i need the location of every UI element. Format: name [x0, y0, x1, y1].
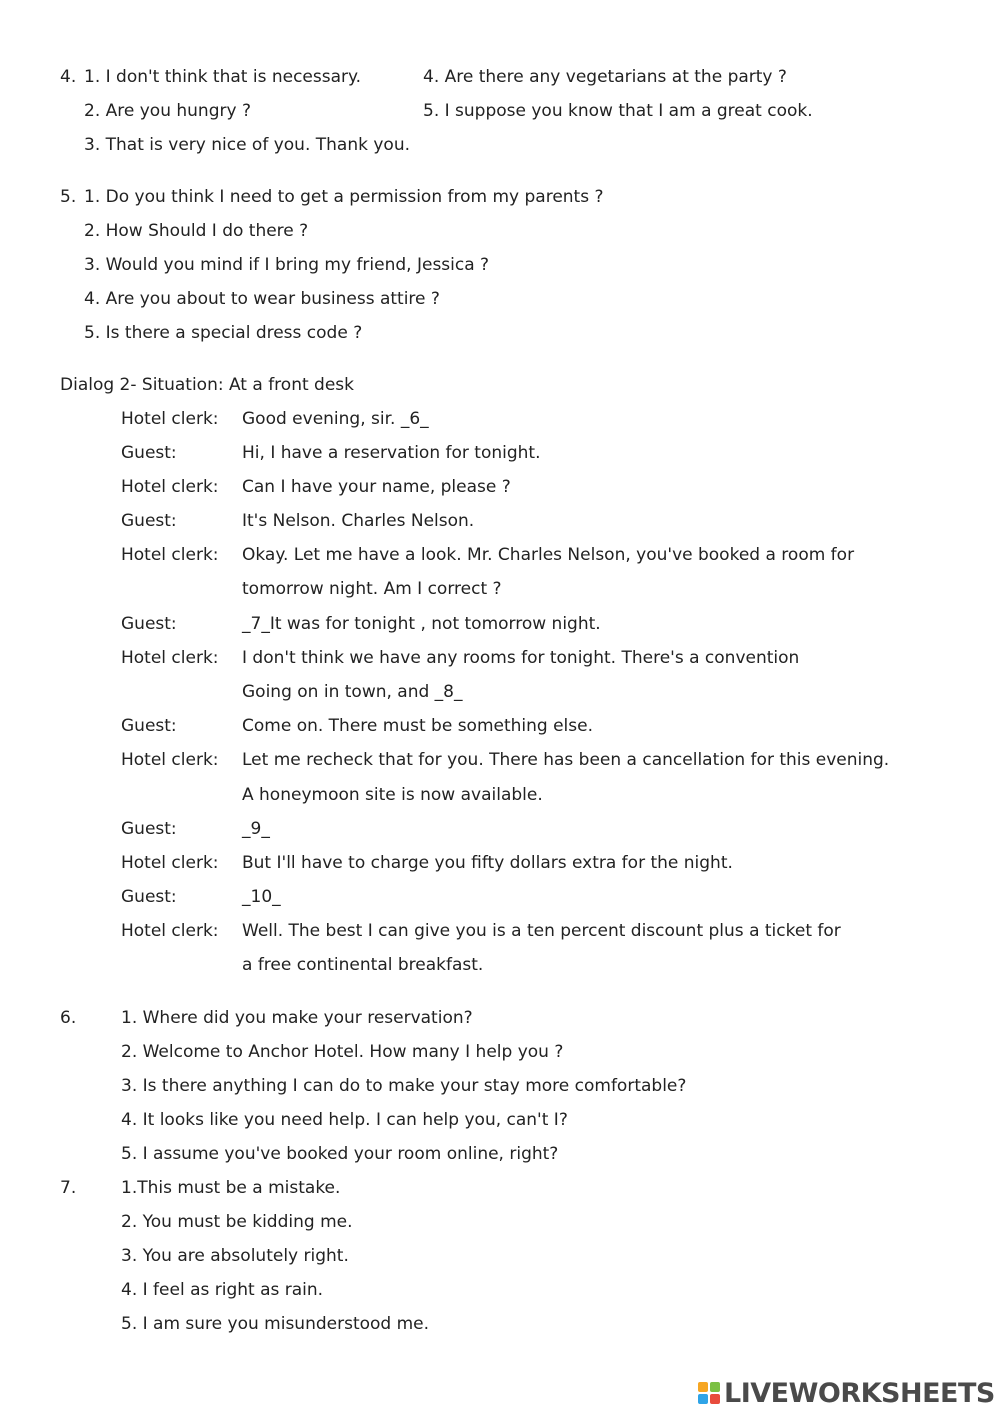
logo-square: [710, 1382, 720, 1392]
speaker-guest: Guest:: [121, 716, 177, 736]
dialog-line: Can I have your name, please ?: [242, 477, 511, 497]
q6-option-1[interactable]: 1. Where did you make your reservation?: [121, 1008, 473, 1028]
q4-option-2[interactable]: 2. Are you hungry ?: [84, 101, 251, 121]
q6-option-4[interactable]: 4. It looks like you need help. I can help you, can't I?: [121, 1110, 568, 1130]
q5-number: 5.: [60, 187, 77, 207]
dialog-line: Hi, I have a reservation for tonight.: [242, 443, 541, 463]
q7-option-3[interactable]: 3. You are absolutely right.: [121, 1246, 349, 1266]
q4-option-3[interactable]: 3. That is very nice of you. Thank you.: [84, 135, 411, 155]
speaker-guest: Guest:: [121, 819, 177, 839]
speaker-clerk: Hotel clerk:: [121, 477, 219, 497]
speaker-clerk: Hotel clerk:: [121, 921, 219, 941]
dialog-line: Good evening, sir. _6_: [242, 409, 429, 429]
q6-option-2[interactable]: 2. Welcome to Anchor Hotel. How many I help you ?: [121, 1042, 564, 1062]
q7-option-1[interactable]: 1.This must be a mistake.: [121, 1178, 341, 1198]
logo-square: [698, 1394, 708, 1404]
speaker-clerk: Hotel clerk:: [121, 750, 219, 770]
speaker-clerk: Hotel clerk:: [121, 545, 219, 565]
dialog-line: I don't think we have any rooms for tonight. There's a convention: [242, 648, 800, 668]
dialog-line: _10_: [242, 887, 281, 907]
speaker-clerk: Hotel clerk:: [121, 853, 219, 873]
q6-option-3[interactable]: 3. Is there anything I can do to make your stay more comfortable?: [121, 1076, 687, 1096]
q4-number: 4.: [60, 67, 77, 87]
q5-option-4[interactable]: 4. Are you about to wear business attire ?: [84, 289, 440, 309]
speaker-guest: Guest:: [121, 511, 177, 531]
dialog-line: Well. The best I can give you is a ten percent discount plus a ticket for: [242, 921, 841, 941]
dialog-line: _9_: [242, 819, 270, 839]
dialog-heading: Dialog 2- Situation: At a front desk: [60, 375, 354, 395]
q7-option-2[interactable]: 2. You must be kidding me.: [121, 1212, 353, 1232]
dialog-line: _7_It was for tonight , not tomorrow night.: [242, 614, 601, 634]
dialog-line: Let me recheck that for you. There has been a cancellation for this evening.: [242, 750, 890, 770]
logo-square: [710, 1394, 720, 1404]
logo-icon: [698, 1382, 720, 1404]
q4-option-4[interactable]: 4. Are there any vegetarians at the party ?: [423, 67, 787, 87]
q7-number: 7.: [60, 1178, 77, 1198]
speaker-guest: Guest:: [121, 614, 177, 634]
logo-square: [698, 1382, 708, 1392]
q5-option-5[interactable]: 5. Is there a special dress code ?: [84, 323, 363, 343]
speaker-guest: Guest:: [121, 443, 177, 463]
speaker-clerk: Hotel clerk:: [121, 648, 219, 668]
q7-option-4[interactable]: 4. I feel as right as rain.: [121, 1280, 324, 1300]
dialog-line: Come on. There must be something else.: [242, 716, 593, 736]
q5-option-2[interactable]: 2. How Should I do there ?: [84, 221, 309, 241]
q6-option-5[interactable]: 5. I assume you've booked your room online, right?: [121, 1144, 559, 1164]
dialog-line: a free continental breakfast.: [242, 955, 484, 975]
dialog-line: It's Nelson. Charles Nelson.: [242, 511, 475, 531]
dialog-line: tomorrow night. Am I correct ?: [242, 579, 502, 599]
q4-option-5[interactable]: 5. I suppose you know that I am a great cook.: [423, 101, 813, 121]
liveworksheets-logo: [698, 1378, 995, 1408]
q4-option-1[interactable]: 1. I don't think that is necessary.: [84, 67, 362, 87]
dialog-line: Going on in town, and _8_: [242, 682, 463, 702]
q5-option-3[interactable]: 3. Would you mind if I bring my friend, Jessica ?: [84, 255, 490, 275]
logo-text: LIVEWORKSHEETS: [724, 1377, 995, 1409]
q6-number: 6.: [60, 1008, 77, 1028]
speaker-guest: Guest:: [121, 887, 177, 907]
speaker-clerk: Hotel clerk:: [121, 409, 219, 429]
dialog-line: But I'll have to charge you fifty dollars extra for the night.: [242, 853, 733, 873]
dialog-line: A honeymoon site is now available.: [242, 785, 543, 805]
dialog-line: Okay. Let me have a look. Mr. Charles Nelson, you've booked a room for: [242, 545, 855, 565]
q5-option-1[interactable]: 1. Do you think I need to get a permission from my parents ?: [84, 187, 604, 207]
q7-option-5[interactable]: 5. I am sure you misunderstood me.: [121, 1314, 430, 1334]
